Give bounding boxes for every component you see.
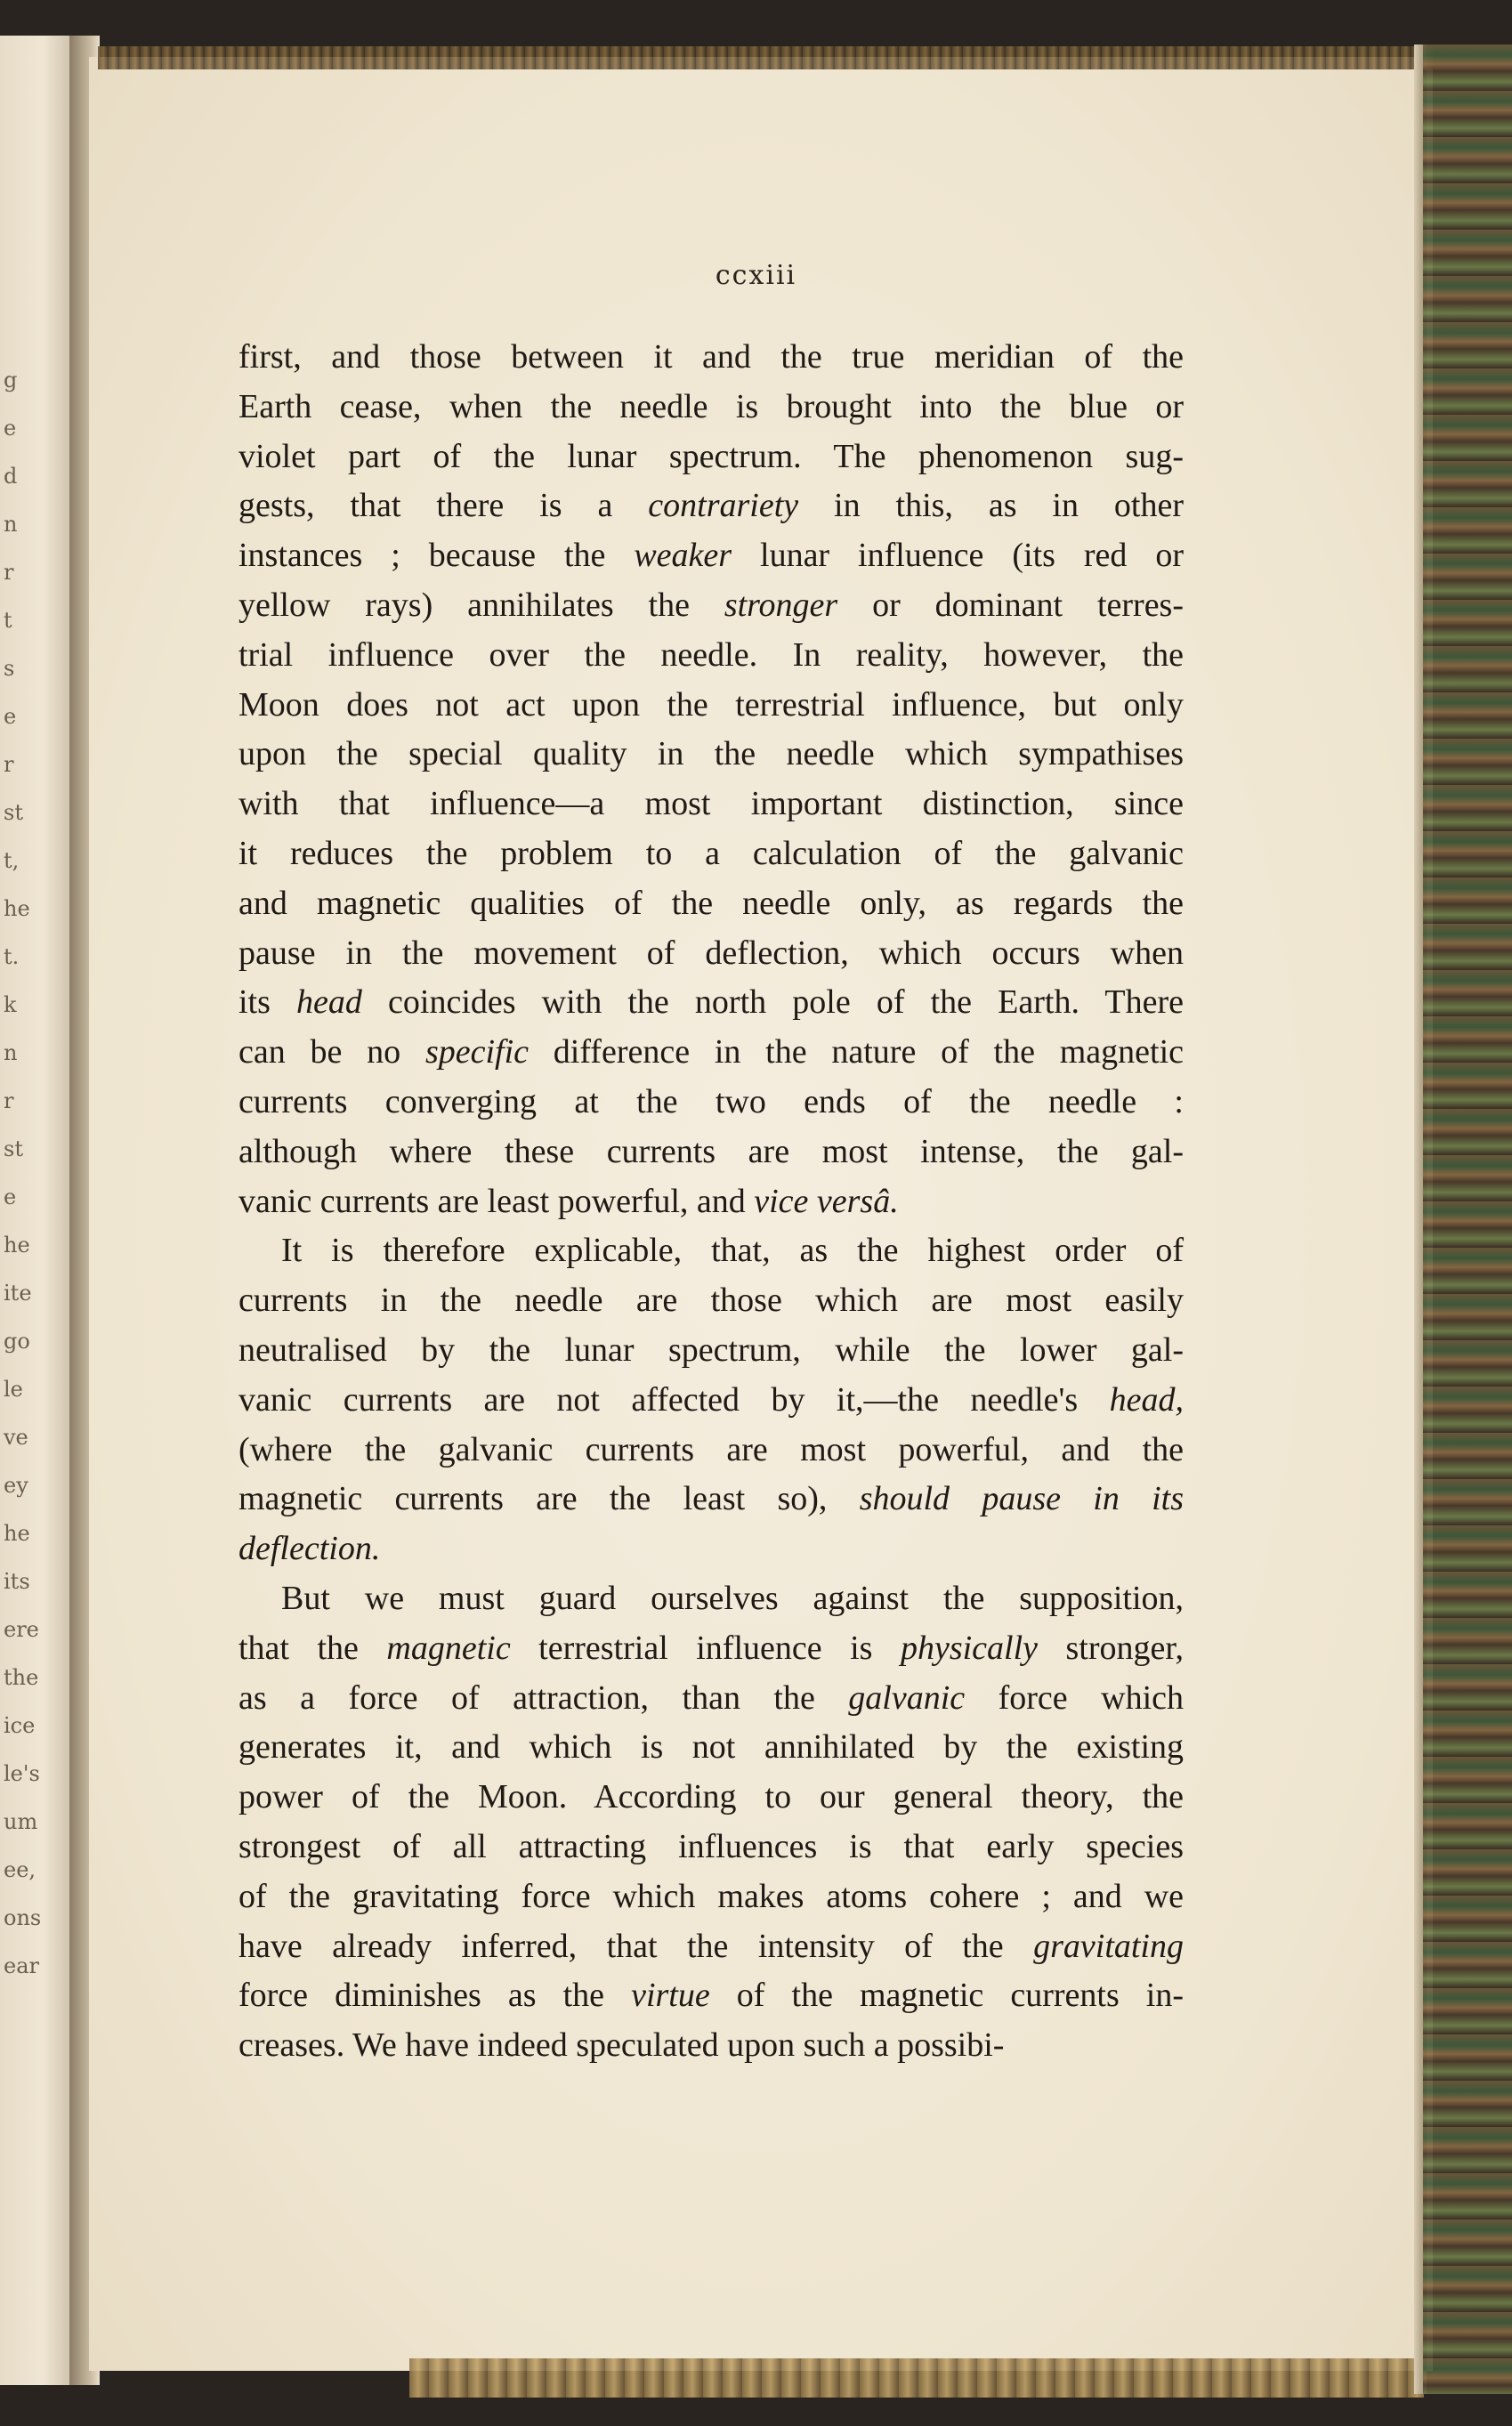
italic-text: weaker bbox=[634, 537, 732, 575]
text-run: have already inferred, that the intensity of the bbox=[239, 1927, 1034, 1965]
left-page-fragment: t, bbox=[4, 848, 20, 873]
left-page-fragment: r bbox=[4, 1088, 14, 1113]
left-page-fragment: st bbox=[4, 800, 23, 825]
left-page-fragment: d bbox=[4, 464, 18, 489]
left-page-fragment: ee, bbox=[4, 1857, 36, 1882]
text-line bbox=[239, 1177, 1184, 1227]
text-run: of the magnetic currents in- bbox=[709, 1977, 1185, 2015]
text-line bbox=[239, 1971, 1184, 2021]
italic-text: head bbox=[296, 983, 362, 1022]
italic-text: contrariety bbox=[648, 487, 799, 525]
text-run: creases. We have indeed speculated upon such a possibi- bbox=[239, 2026, 1005, 2065]
text-line bbox=[239, 929, 1184, 979]
text-run: or dominant terres- bbox=[837, 586, 1184, 624]
text-line bbox=[239, 581, 1184, 631]
body-text bbox=[239, 333, 1184, 2071]
text-run: But we must guard ourselves against the supposition, bbox=[281, 1579, 1184, 1617]
marbled-fore-edge bbox=[1423, 44, 1512, 2394]
text-run: in this, as in other bbox=[798, 487, 1184, 525]
text-run: it reduces the problem to a calculation of the galvanic bbox=[239, 834, 1184, 872]
paragraph bbox=[239, 1226, 1184, 1574]
left-page-fragments bbox=[4, 356, 42, 1990]
text-line bbox=[239, 829, 1184, 879]
text-run: generates it, and which is not annihilated by the existing bbox=[239, 1728, 1184, 1767]
italic-text: should pause in its bbox=[859, 1480, 1184, 1518]
left-page-fragment: e bbox=[4, 704, 17, 729]
text-line bbox=[239, 879, 1184, 929]
text-line bbox=[239, 433, 1184, 482]
italic-text: specific bbox=[424, 1033, 529, 1071]
text-run: its bbox=[239, 983, 297, 1022]
text-line bbox=[239, 1674, 1184, 1724]
text-run: lunar influence (its red or bbox=[732, 537, 1184, 575]
left-page-fragment: ey bbox=[4, 1473, 28, 1498]
text-run: as a force of attraction, than the bbox=[239, 1678, 849, 1717]
text-run: yellow rays) annihilates the bbox=[239, 586, 724, 624]
left-page-fragment: n bbox=[4, 512, 18, 537]
paragraph bbox=[239, 1574, 1184, 2071]
text-run: It is therefore explicable, that, as the highest order of bbox=[281, 1232, 1184, 1270]
left-page-fragment: k bbox=[4, 992, 17, 1017]
text-line bbox=[239, 531, 1184, 581]
paragraph bbox=[239, 333, 1184, 1226]
italic-text: stronger bbox=[724, 586, 838, 624]
text-line bbox=[239, 780, 1184, 829]
text-run: with that influence—a most important distinction, since bbox=[239, 785, 1184, 823]
text-run: magnetic currents are the least so), bbox=[239, 1480, 860, 1518]
left-page-fragment: ite bbox=[4, 1281, 32, 1306]
text-run: stronger, bbox=[1038, 1629, 1185, 1667]
text-line bbox=[239, 1376, 1184, 1426]
left-page-edge bbox=[0, 36, 71, 2385]
bottom-gilt-edge bbox=[409, 2358, 1424, 2398]
text-run: strongest of all attracting influences is that early species bbox=[239, 1827, 1184, 1865]
text-line bbox=[239, 1128, 1184, 1177]
italic-text: gravitating bbox=[1033, 1927, 1184, 1965]
left-page-fragment: r bbox=[4, 560, 14, 585]
text-line bbox=[239, 1226, 1184, 1276]
left-page-fragment: ve bbox=[4, 1425, 28, 1450]
text-line bbox=[239, 730, 1184, 780]
text-run: difference in the nature of the magnetic bbox=[529, 1033, 1184, 1071]
text-line bbox=[239, 333, 1184, 383]
text-run: terrestrial influence is bbox=[510, 1629, 901, 1667]
left-page-fragment: ice bbox=[4, 1713, 36, 1738]
left-page-fragment: le bbox=[4, 1377, 23, 1402]
text-run: upon the special quality in the needle which sympathises bbox=[239, 735, 1184, 773]
text-line bbox=[239, 1922, 1184, 1972]
text-line bbox=[239, 631, 1184, 681]
left-page-fragment: go bbox=[4, 1329, 30, 1354]
left-page-fragment: s bbox=[4, 656, 15, 681]
text-line bbox=[239, 481, 1184, 531]
text-line bbox=[239, 2021, 1184, 2071]
text-run: neutralised by the lunar spectrum, while the lower gal- bbox=[239, 1330, 1184, 1369]
italic-text: head, bbox=[1109, 1380, 1184, 1419]
left-page-fragment: g bbox=[4, 368, 18, 392]
text-run: gests, that there is a bbox=[239, 487, 649, 525]
left-page-fragment: e bbox=[4, 416, 17, 441]
text-line bbox=[239, 1723, 1184, 1773]
text-run: force which bbox=[965, 1678, 1184, 1717]
left-page-fragment: he bbox=[4, 896, 30, 921]
text-run: violet part of the lunar spectrum. The phenomenon sug- bbox=[239, 437, 1184, 475]
left-page-fragment: e bbox=[4, 1185, 17, 1209]
left-page-fragment: ear bbox=[4, 1953, 39, 1978]
left-page-fragment: r bbox=[4, 752, 14, 777]
left-page-fragment: t. bbox=[4, 944, 20, 969]
left-page-fragment: ons bbox=[4, 1905, 42, 1930]
left-page-fragment: ere bbox=[4, 1617, 39, 1642]
text-run: power of the Moon. According to our general theory, the bbox=[239, 1778, 1184, 1816]
text-run: vanic currents are least powerful, and bbox=[239, 1182, 755, 1220]
text-run: that the bbox=[239, 1629, 387, 1667]
text-run: and magnetic qualities of the needle only, as regards the bbox=[239, 884, 1184, 922]
left-page-fragment: he bbox=[4, 1233, 30, 1257]
text-line bbox=[239, 1276, 1184, 1326]
text-run: currents converging at the two ends of the needle : bbox=[239, 1082, 1184, 1120]
text-run: pause in the movement of deflection, which occurs when bbox=[239, 934, 1184, 972]
text-run: instances ; because the bbox=[239, 537, 635, 575]
text-line bbox=[239, 1773, 1184, 1823]
text-run: Moon does not act upon the terrestrial influence, but only bbox=[239, 685, 1184, 724]
left-page-fragment: le's bbox=[4, 1761, 40, 1786]
text-line bbox=[239, 1426, 1184, 1476]
italic-text: deflection. bbox=[239, 1530, 381, 1568]
text-line bbox=[239, 1475, 1184, 1524]
text-line bbox=[239, 1028, 1184, 1078]
text-line bbox=[239, 1078, 1184, 1128]
text-line bbox=[239, 1574, 1184, 1624]
text-line bbox=[239, 1326, 1184, 1376]
left-page-fragment: he bbox=[4, 1521, 30, 1546]
text-run: coincides with the north pole of the Earth. There bbox=[361, 983, 1185, 1022]
text-line bbox=[239, 978, 1184, 1028]
left-page-fragment: t bbox=[4, 608, 12, 633]
text-line bbox=[239, 1872, 1184, 1922]
italic-text: vice versâ. bbox=[754, 1182, 899, 1220]
text-line bbox=[239, 1823, 1184, 1872]
text-run: Earth cease, when the needle is brought into the blue or bbox=[239, 387, 1184, 425]
italic-text: galvanic bbox=[848, 1678, 966, 1717]
text-run: currents in the needle are those which are most easily bbox=[239, 1282, 1184, 1320]
text-line bbox=[239, 1624, 1184, 1674]
italic-text: virtue bbox=[631, 1977, 710, 2015]
left-page-fragment: the bbox=[4, 1665, 39, 1690]
text-run: although where these currents are most intense, the gal- bbox=[239, 1132, 1184, 1170]
text-run: (where the galvanic currents are most powerful, and the bbox=[239, 1430, 1184, 1468]
page-number: ccxiii bbox=[715, 260, 797, 291]
left-page-fragment: its bbox=[4, 1569, 30, 1594]
left-page-fragment: st bbox=[4, 1136, 23, 1161]
text-run: can be no bbox=[239, 1033, 425, 1071]
italic-text: physically bbox=[900, 1629, 1039, 1667]
text-run: force diminishes as the bbox=[239, 1977, 632, 2015]
text-run: vanic currents are not affected by it,—the needle's bbox=[239, 1380, 1110, 1419]
left-page-fragment: n bbox=[4, 1040, 18, 1065]
text-run: trial influence over the needle. In reality, however, the bbox=[239, 635, 1184, 674]
text-run: of the gravitating force which makes atoms cohere ; and we bbox=[239, 1877, 1184, 1915]
top-gilt-edge bbox=[98, 46, 1433, 69]
text-line bbox=[239, 383, 1184, 433]
text-run: first, and those between it and the true meridian of the bbox=[239, 338, 1184, 376]
text-line bbox=[239, 1524, 1184, 1574]
text-line bbox=[239, 681, 1184, 731]
left-page-fragment: um bbox=[4, 1809, 38, 1834]
italic-text: magnetic bbox=[386, 1629, 511, 1667]
